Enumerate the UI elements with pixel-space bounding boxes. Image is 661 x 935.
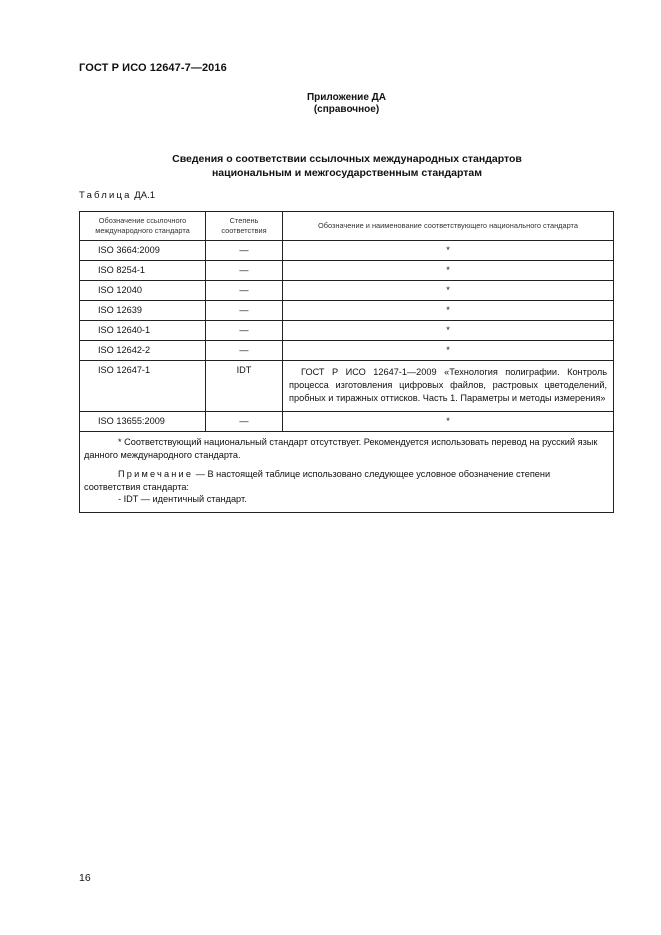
correspondence-table — [79, 211, 614, 513]
table-row — [80, 261, 614, 281]
table-row — [80, 281, 614, 301]
national-standard-cell: * — [283, 241, 614, 261]
table-notes-cell — [80, 432, 614, 513]
table-row — [80, 241, 614, 261]
table-row — [80, 301, 614, 321]
national-standard-text: ГОСТ Р ИСО 12647-1—2009 «Технология полиграфии. Контроль процесса изготовления цифровых файлов, растровых цветоделений, пробных и тиражных оттисков. Часть 1. Параметры и методы измерения» — [289, 367, 607, 403]
national-standard-cell: * — [283, 301, 614, 321]
table-caption-number: ДА.1 — [134, 190, 155, 201]
header-national-standard: Обозначение и наименование соответствующего национального стандарта — [283, 212, 614, 241]
table-row — [80, 412, 614, 432]
intl-standard-cell: ISO 8254-1 — [80, 261, 206, 281]
section-title-line1: Сведения о соответствии ссылочных международных стандартов — [172, 153, 522, 165]
national-standard-cell: * — [283, 261, 614, 281]
table-row — [80, 321, 614, 341]
table-footnote: * Соответствующий национальный стандарт отсутствует. Рекомендуется использовать перевод на русский язык данного международного стандарта. — [84, 437, 598, 460]
national-standard-cell: * — [283, 412, 614, 432]
intl-standard-cell: ISO 3664:2009 — [80, 241, 206, 261]
degree-cell: IDT — [206, 361, 283, 412]
intl-standard-cell: ISO 13655:2009 — [80, 412, 206, 432]
national-standard-cell: * — [283, 281, 614, 301]
intl-standard-cell: ISO 12640-1 — [80, 321, 206, 341]
table-note — [84, 468, 609, 493]
degree-cell: — — [206, 412, 283, 432]
document-header: ГОСТ Р ИСО 12647-7—2016 — [79, 62, 227, 74]
note-item: - IDT — идентичный стандарт. — [118, 494, 247, 504]
table-header-row — [80, 212, 614, 241]
annex-title: Приложение ДА — [306, 92, 387, 103]
note-label: Примечание — [118, 469, 194, 479]
table-row — [80, 361, 614, 412]
degree-cell: — — [206, 281, 283, 301]
intl-standard-cell: ISO 12040 — [80, 281, 206, 301]
section-title-line2: национальным и межгосударственным стандартам — [211, 167, 483, 179]
header-degree: Степень соответствия — [206, 212, 283, 241]
national-standard-cell: * — [283, 321, 614, 341]
table-row — [80, 341, 614, 361]
degree-cell: — — [206, 341, 283, 361]
degree-cell: — — [206, 321, 283, 341]
degree-cell: — — [206, 261, 283, 281]
intl-standard-cell: ISO 12647-1 — [80, 361, 206, 412]
annex-heading — [0, 92, 661, 116]
table-caption-word: Таблица — [79, 190, 132, 201]
degree-cell: — — [206, 301, 283, 321]
degree-cell: — — [206, 241, 283, 261]
intl-standard-cell: ISO 12642-2 — [80, 341, 206, 361]
national-standard-cell: * — [283, 341, 614, 361]
intl-standard-cell: ISO 12639 — [80, 301, 206, 321]
table-notes-row — [80, 432, 614, 513]
page-number: 16 — [79, 872, 91, 884]
table-caption — [79, 190, 155, 201]
annex-subtitle: (справочное) — [313, 104, 380, 115]
header-intl-standard: Обозначение ссылочного международного стандарта — [80, 212, 206, 241]
national-standard-cell — [283, 361, 614, 412]
note-text: — В настоящей таблице использовано следующее условное обозначение степени соответствия стандарта: — [84, 469, 551, 492]
section-title — [79, 152, 615, 180]
